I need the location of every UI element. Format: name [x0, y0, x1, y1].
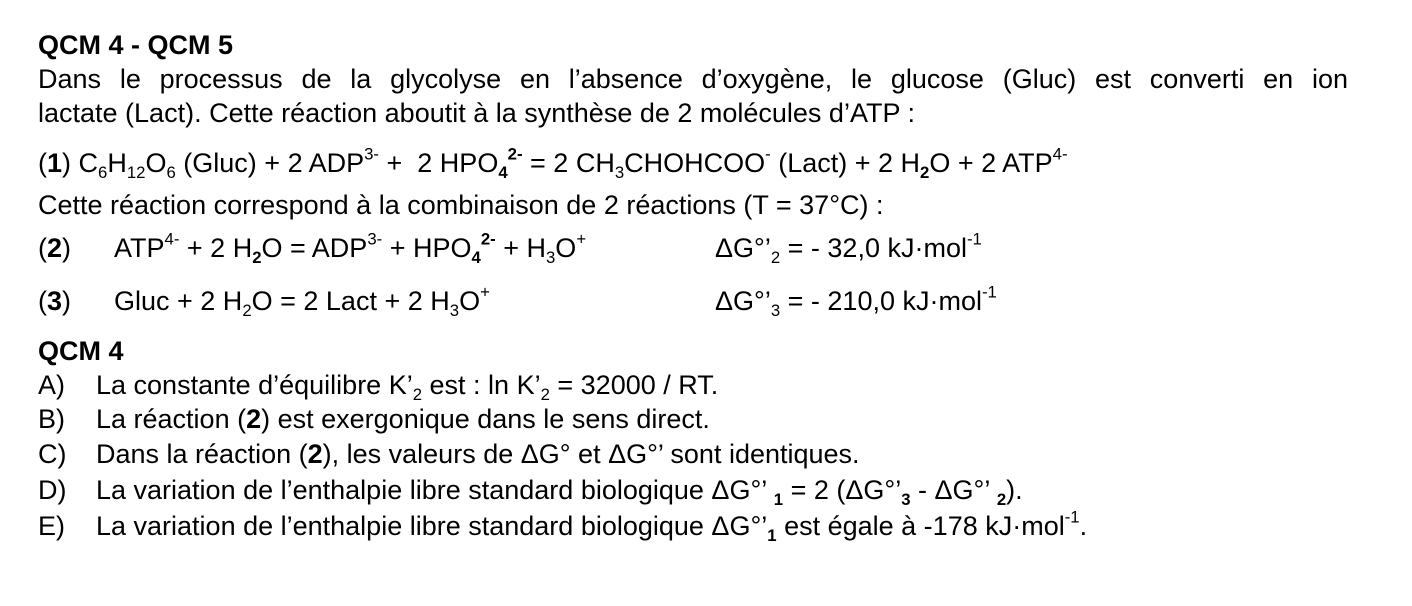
reaction-3-delta-g: $\Delta G^\circ’_3$ = - 210,0 kJ·mol$^{-1}$: [715, 282, 997, 320]
reaction-2-delta-g: $\Delta G^\circ’_2$ = - 32,0 kJ·mol$^{-1}$: [715, 229, 982, 267]
option-c: C) Dans la réaction (2), les valeurs de ΔG° et ΔG°’ sont identiques.: [38, 439, 860, 469]
option-a: A) La constante d’équilibre $K’_2$ est : $\ln K’_2 = 32000$ / RT.: [38, 370, 719, 404]
intro-line-1: Dans le processus de la glycolyse en l’absence d’oxygène, le glucose (Gluc) est converti en ion: [38, 64, 1348, 94]
combination-text: Cette réaction correspond à la combinaison de 2 réactions (T = 37°C) :: [38, 190, 884, 220]
reaction-3: (3) Gluc + 2 $H_2O = 2$ Lact + 2 $H_3O^+$: [38, 282, 490, 320]
option-e: E) La variation de l’enthalpie libre standard biologique $\Delta G^\circ’_1$ est égale à -178 kJ·mol$^{-1}$.: [38, 507, 1088, 545]
reaction-1: (1) $C_6H_{12}O_6$ (Gluc) + 2 $ADP^{3-} + 2$ $HPO_4^{2-} = 2$ $CH_3CHOHCOO^-$ (Lact) + 2 $H_2O + 2$ $ATP^{4-}$: [38, 144, 1068, 182]
intro-line-2: lactate (Lact). Cette réaction aboutit à la synthèse de 2 molécules d’ATP :: [38, 98, 915, 128]
option-d: D) La variation de l’enthalpie libre standard biologique ΔG°’ $_1$ = 2 ($\Delta G^\circ’_3 - \Delta G^\circ$’ $_2$).: [38, 475, 1023, 509]
reaction-2: (2) $ATP^{4-} + 2$ $H_2O = ADP^{3-} + HPO_4^{2-} + H_3O^+$: [38, 229, 587, 267]
option-b: B) La réaction (2) est exergonique dans le sens direct.: [38, 404, 710, 434]
qcm-heading: QCM 4: [38, 336, 124, 366]
page-heading: QCM 4 - QCM 5: [38, 30, 234, 60]
